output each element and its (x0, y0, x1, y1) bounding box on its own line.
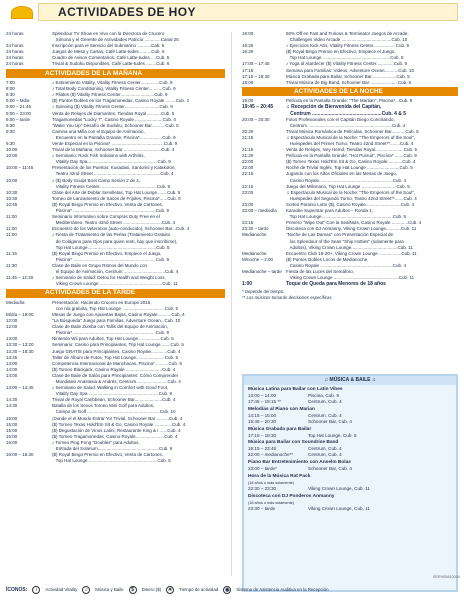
header-bar (6, 3, 458, 21)
daily-activities-sheet (6, 3, 458, 597)
activity-description: 50% Off en Fast and Furious & Terminator Juegos de Arcade, Challenges Video Arcade ........................................Cub. 10 (286, 31, 409, 43)
activity-description: Taller de Álbum de Fotos, Top Hat Lounge.......................Cub. 5 (52, 354, 178, 360)
activity-description: Trivial Música Romántica de Películas, Schooner Bar...........Cub. 5 (286, 128, 419, 134)
activity-description: Camina una Milla con el Equipo de Animación, Encuentro en la Pantalla Grande, Piscina*..................Cub. 9 (52, 128, 176, 140)
activity-description: Tragamonedas "Lucky 7", Casino Royale.......................Cub. 4 (52, 116, 176, 122)
activity-time: M/noche – 2:00 (242, 256, 274, 262)
activity-time: 16:00 – 16:30 (6, 452, 34, 458)
activity-time: 9:00 – 23:00 (6, 110, 32, 116)
music-time-row (248, 399, 452, 405)
music-location: Centrum, Cub. 4 (308, 446, 342, 452)
vitality-icon: ♪ (32, 586, 40, 594)
activity-time: 10:30 (6, 195, 18, 201)
activity-description: Cuadro de Avisos Comentarios, Café Latte-tudes ....Cub. 5 (52, 55, 170, 61)
music-time: 13:00 – 14:00 (248, 393, 277, 399)
activity-description: ♪ Total Body Conditioning, Vitality Fitness Center...........Cub. 9 (52, 86, 176, 92)
activity-time: 21:30 (242, 153, 254, 159)
activity-description: "Wake You Up" Desafío de Sudoku, Schooner Bar...........Cub. 5 (52, 122, 179, 128)
activity-time: 13:30 – 18:30 (6, 348, 34, 354)
activity-row (6, 275, 225, 287)
activity-description: Discoteca con DJ Anmanny, Viking Crown Lounge............Cub. 11 (286, 226, 417, 232)
activity-description: Juego del Millonario, Top Hat Lounge ............................Cub. 5 (286, 183, 410, 189)
activity-time: 13:45 (6, 354, 18, 360)
activity-description: Noche de Trivial Inglés, Top Hat Lounge ..........................Cub. 5 (286, 165, 413, 171)
activity-description: Clase de Baile Zumba con Tallis del Equipo de Animación, Piscina* ..................................................................Cub. 9 (52, 324, 170, 336)
activity-description: ♪ Ejercicios Kick Abs, Vitality Fitness Center..................Cub. 9 (286, 43, 409, 49)
activity-time: 11:00 (6, 232, 17, 238)
activity-time: 17:15 – 18:30 (242, 73, 270, 79)
activity-time: 16:30 (242, 43, 254, 49)
activity-time: 10:00 (6, 147, 18, 153)
activity-time: 8:30 (6, 92, 15, 98)
activity-description: Trivial de Royal Caribbean, Schooner Bar......................Cub. 4 (52, 397, 176, 403)
activity-time: 17:00 – 17:45 (242, 61, 270, 67)
music-time-row (248, 506, 452, 512)
music-time: 17:15 – 18:30 (248, 432, 277, 438)
activity-time: 21:15 (242, 134, 254, 140)
activity-time: 24 horas (6, 61, 24, 67)
morning-section-heading: ACTIVIDADES DE LA MAÑANA (6, 69, 225, 78)
activity-time: 11:00 (6, 214, 17, 220)
activity-row (242, 80, 458, 86)
activity-time: 10:30 (6, 189, 18, 195)
activity-time: Medianoche (242, 232, 267, 238)
activity-description: Película en la Pantalla Grande: "Hot Pursuit", Piscina* .......Cub. 9 (286, 153, 417, 159)
activity-time: 19:45 – 20:45 (242, 104, 274, 111)
activity-time: 16:00 (6, 439, 18, 445)
activity-time: 23:00 – mediodía (242, 208, 277, 214)
activity-time: 14:30 (6, 403, 18, 409)
activity-time: 22:15 (242, 183, 254, 189)
money-icon: $ (129, 586, 137, 594)
music-block-note: (18 años o más solamente) (248, 480, 295, 485)
activity-time: 24 horas (6, 55, 24, 61)
activity-description: ¡Donde el el Mundo Entrar Yo! Trivial, Schooner Bar ..........Cub. 4 (52, 415, 183, 421)
activity-time: 14:00 – 14:45 (6, 385, 34, 391)
page-title: ACTIVIDADES DE HOY (38, 3, 458, 21)
activity-description: ($) Degustación de Vinos Latini, Restaurante King & I ......Cub. 4 (52, 427, 181, 433)
activity-row (6, 202, 225, 214)
music-time: 22:00 – medianoche** (248, 452, 294, 458)
activity-row (6, 153, 225, 165)
activity-time: 9:00 – tarde (6, 116, 31, 122)
activity-row (6, 263, 225, 275)
activity-row (242, 135, 458, 147)
music-location: Schooner Bar, Cub. 4 (308, 418, 352, 424)
music-note-icon: ♫ (82, 586, 90, 594)
activity-time: 17:15 (242, 67, 254, 73)
music-block (248, 427, 452, 439)
activity-time: 9:30 (6, 122, 15, 128)
music-time: 19:45 – 20:30 (248, 418, 277, 424)
music-block-title: Hora de la Música Rat Pack (248, 473, 311, 479)
activity-time: 10:00 (6, 177, 18, 183)
left-column (6, 31, 225, 561)
music-location: Viking Crown Lounge, Cub. 11 (308, 485, 370, 491)
activity-description: "La Búsqueda" Juego para Familias, Adventure Ocean...Cub. 10 (52, 318, 181, 324)
activity-description: ($) Royal Bingo Premio en Efectivo, Empiece el Juego, Piscina* ..................................................................Cub. 9 (52, 250, 170, 262)
activity-description: Nintendo Wii para Adultos, Top Hat Lounge .................Cub. 5 (52, 336, 174, 342)
activity-time: 8:00 (6, 86, 15, 92)
activity-description: ($) Torneo Blackjack, Casino Royale .............................Cub. 4 (52, 366, 176, 372)
activity-time: 14:00 (6, 366, 18, 372)
weather-icon: ☀ (167, 586, 173, 593)
activity-row (6, 232, 225, 250)
activity-time: 10:00 (6, 153, 18, 159)
activity-description: ($) Torneo Texas Hold'Em Sit & Go, Casino Royale............Cub. 4 (286, 159, 416, 165)
music-time: 17:45 – 19:15 ** (248, 399, 281, 405)
legend-money: Dinero ($) (141, 586, 162, 592)
night-section-heading: ACTIVIDADES DE LA NOCHE (242, 87, 458, 96)
music-time-row (248, 433, 452, 439)
activity-description: Jugando con los Altos Oficiales en las Mesas de Juego, Casino Royale...........................................................Cub. 4 (286, 171, 407, 183)
music-box-title: ♫ MÚSICA & BAILE ♫ (244, 376, 456, 385)
activity-row (242, 49, 458, 61)
footnote: * Depende del tiempo. (242, 289, 285, 295)
activity-time: 22:15 (242, 171, 254, 177)
sun-logo (6, 3, 38, 21)
activity-description: Juegos de Mesa y Cartas, Café Latte-tudes .........Cub. 6 (52, 49, 165, 55)
music-block (248, 494, 452, 512)
activity-row (6, 178, 225, 190)
activity-time: 9:00 – Mdia (6, 98, 30, 104)
hearing-assistance-icon: ◉ (225, 586, 230, 593)
column-divider (231, 32, 232, 576)
activity-description: Karaoke Superstar para Adultos – Ronda 1, Top Hat Lounge.........................................................Cub. 5 (286, 208, 406, 220)
activity-description: Música Grabada para Bailar, Schooner Bar....................Cub. 5 (286, 73, 410, 79)
music-list (248, 387, 452, 512)
activity-row (6, 452, 225, 464)
activity-time: 13:00 (6, 336, 18, 342)
music-block (248, 474, 452, 492)
activity-time: Medianoche (242, 250, 267, 256)
footnotes (242, 289, 458, 301)
legend-hearing: Sistema de Asistencia Auditiva en la Recepción (236, 586, 329, 592)
activity-description: Splendour TV Show en Vivo con la Directora de Crucero Simona y el Gerente de Actividades Patricio .............Canal 26 (52, 31, 179, 43)
footnote: ** Los músicos tomarán decisiones específicas. (242, 295, 333, 301)
activity-time: 14:00 (6, 372, 18, 378)
activity-row (6, 31, 225, 43)
music-block-title: Discoteca con DJ Ponderos Anmanny (248, 493, 335, 499)
legend-music: Música y Baile (95, 586, 124, 592)
activity-row (6, 373, 225, 385)
music-block (248, 460, 452, 472)
music-time: 14:15 – 15:00 (248, 412, 277, 418)
activity-description: Seminario: Casino para Principiantes, Trip Hat Lounge........Cub. 5 (52, 342, 184, 348)
activity-description: Mesas de Juego con Apuestas Bajas, Casino Royale...........Cub. 4 (52, 311, 185, 317)
icon-legend (6, 575, 460, 599)
music-block-title: Música Latina para Bailar con Latin Vibes (248, 387, 343, 392)
activity-row (242, 31, 458, 43)
music-time-row (248, 466, 452, 472)
activity-time: 10:00 – 11:45 (6, 165, 34, 171)
activity-time: 23:15 (242, 220, 254, 226)
activity-description: ($) Royal Bingo Premio en Efectivo, Venta de Cartones, Top Hat Lounge .......................................................Cub. 5 (52, 452, 171, 464)
afternoon-section-heading: ACTIVIDADES DE LA TARDE (6, 289, 225, 298)
activity-description: Venta de Relojes de Diamantes, Tiendas Royal ...........Cub. 5 (52, 110, 175, 116)
music-location: Centrum, Cub. 4 (308, 399, 342, 405)
music-location: Schooner Bar, Cub. 4 (308, 466, 352, 472)
activity-row (242, 171, 458, 183)
music-location: Centrum, Cub. 4 (308, 412, 342, 418)
music-location: Centrum, Cub. 4 (308, 452, 342, 458)
activity-time: 24 horas (6, 43, 24, 49)
legend-label: ÍCONOS: (6, 586, 28, 593)
activity-time: 12:00 (6, 324, 18, 330)
activity-time: 11:45 – 12:30 (6, 275, 34, 281)
activity-description: Fiesta de las Luces del Semáforo, Viking Crown Lounge ....................................................Cub. 11 (286, 268, 415, 281)
activity-description: Trivial & Sudoku Disponibles, Café Latte-tudes ........Cub. 6 (52, 61, 170, 67)
activity-description: ♫ Espectáculo Musical de la Noche: "The Emperors of the Soul", Huéspedes del Primer Turno, Teatro 42nd Street**........Cub. 4 (286, 134, 416, 146)
activity-description: Trivial de la Mañana, Schooner Bar ..............................Cub. 4 (52, 147, 175, 153)
activity-description: ($) Royal Bingo Premio en Efectivo, Venta de Cartones, Piscina* ..................................................................Cub. 9 (52, 201, 170, 214)
activity-time: Medianoche – tarde (242, 268, 282, 274)
activity-time: 21:15 (242, 147, 254, 153)
activity-description: Torneo de Lanzamiento de Sacos de Frijoles, Piscina*......Cub. 9 (52, 195, 181, 201)
activity-row (242, 104, 458, 116)
activity-time: 11:00 (6, 226, 17, 232)
music-and-dance-box (242, 374, 458, 592)
activity-description: Venta de Relojes, Ivey Hemd, Tiendas Royal.......................Cub. 5 (286, 147, 418, 153)
activity-row (6, 385, 225, 397)
activity-time: 18:00 (242, 79, 254, 85)
activity-time: 24 horas (6, 31, 24, 36)
activity-row (6, 251, 225, 263)
activity-description: ♪ Torneo Ping Pong "Doubles" para Adultos, Entrada del Solarium.................................................Cub. 9 (52, 439, 173, 451)
activity-description: Trivial Música de Big Band, Schooner Bar ......................Cub. 5 (286, 79, 412, 85)
activity-row (242, 281, 458, 287)
activity-time: 11:30 (6, 262, 17, 268)
activity-row (242, 190, 458, 202)
activity-time: 22:00 (242, 165, 254, 171)
activity-time: 7:00 (6, 80, 15, 86)
activity-time: 15:00 (6, 421, 18, 427)
activity-time: 16:00 (242, 31, 254, 36)
activity-time: 11:15 (6, 250, 17, 256)
music-time-row (248, 486, 452, 492)
music-block (248, 387, 452, 405)
activity-description: Encuentro Club 18-20+, Viking Crown Lounge ..................Cub. 11 (286, 250, 417, 256)
activity-time: 22:00 (242, 159, 254, 165)
music-time-row (248, 419, 452, 425)
activity-time: 12:00 (6, 318, 18, 324)
activity-description: ♪ Pilates ($) Vitality Fitness Center...........................Cub. 9 (52, 92, 168, 98)
activity-description: ($) Royal Bingo Premio en Efectivo, Empiece el Juego, Top Hat Lounge ......................................................Cub. 5 (286, 49, 404, 61)
activity-description: ♪ Seminario: Rock Fish Solutions with Arthritis, Vitality Day Spa........................................................Cub. 9 (52, 153, 171, 165)
activity-row (242, 117, 458, 129)
activity-description: ♪ Seminario de Salud: Walking in Comfort with Good Foot, Vitality Day Spa.........................................................Cub. 9 (52, 385, 172, 397)
activity-row (6, 61, 225, 67)
activity-time: 20:00 – 20:30 (242, 116, 270, 122)
activity-row (242, 257, 458, 269)
activity-description: ($) Puntos Dobles Locos de Medianoche, Casino Royale ..........................................................Cub. 4 (286, 256, 407, 268)
activity-time: 23:00 (242, 189, 254, 195)
activity-description: ♪ Yoga al Atardecer ($) Vitality Fitness Center..............Cub. 9 (286, 61, 407, 67)
activity-time: 13:30 – 13:20 (6, 342, 34, 348)
activity-row (242, 208, 458, 220)
activity-description: ♪ Seminario de Salud: Detox for Health and Weight Loss, Viking Crown Lounge ..................................................Cub. 11 (52, 275, 178, 287)
legend-vitality: Actividad Vitality (45, 586, 78, 592)
activity-row (242, 269, 458, 281)
activity-description: ♪ Estiramiento Vitality, Vitality Fitness Center...............Cub. 9 (52, 80, 173, 86)
activity-time: 14:30 (6, 397, 18, 403)
activity-description: Primero "Wipe Out" Con la SealNuts, Casino Royale .............Cub. 4 (286, 220, 422, 226)
music-location: Top Hat Lounge, Cub. 5 (308, 432, 357, 438)
activity-description: Clase de Baile de Salón para Principiantes: Cómo Comprender Mundiales Anastasia & Andrés, Centrum.........................Cub. 4 (52, 372, 181, 384)
music-location: Viking Crown Lounge, Cub. 11 (308, 505, 370, 511)
activity-description: Presentación de los Puertos: Kusadasi, Santorini y Katakolon, Teatro 42nd Street .....................................................Cub. 4 (52, 165, 176, 177)
activity-description: ♪ ($) Body Sculpt Boot Camp Sesión 2 de 4, Vitality Fitness Center..............................................Cub. 9 (52, 177, 170, 189)
activity-description: Batalla de los Sexos Torneo Mini Golf para Adultos, Campo de Golf ..........................................................Cub. 10 (52, 403, 176, 415)
activity-description: ($) Puntos Dobles en los Tragamonedas, Casino Royale ........Cub. 4 (52, 98, 189, 104)
activity-time: M/día – 19:00 (6, 311, 34, 317)
sun-icon (11, 6, 33, 19)
music-time: 23:30 – tarde (248, 505, 276, 511)
activity-time: 16:30 (242, 49, 254, 55)
music-time: 22:30 – 23:30 (248, 485, 277, 491)
activity-description: "Noche de Las Damas" con Presentación Especial de los Splendour of the Seas "Ship Hotties" (solamente para Adultos), Viking Crown Lounge.....................................Cub. 11 (286, 232, 413, 250)
activity-time: 15:00 (6, 415, 18, 421)
music-block (248, 407, 452, 425)
activity-description: Semana para Familias: Videos, Adventure Ocean...........Cub. 10 (286, 67, 414, 73)
music-time: 22:00 – tarde* (248, 466, 277, 472)
activity-row (6, 403, 225, 415)
activity-time: 15:00 (6, 427, 18, 433)
music-block-title: Piano Bar Entretenimiento con Anselm Bolas (248, 460, 351, 466)
activity-description: Encuentro de los Veteranos (auto-conducido), Schooner Bar...Cub. 4 (52, 226, 190, 232)
activity-time: 10:45 (6, 201, 18, 207)
activity-row (242, 232, 458, 250)
music-time: 19:15 – 23:45 (248, 446, 277, 452)
activity-time: 23:00 (242, 201, 254, 207)
activity-row (6, 324, 225, 336)
music-block-title: Música Grabada para Bailar (248, 426, 312, 432)
activity-description: Clase de Baile en Grupo Ritmos del Mundo con el Equipo de Animación, Centrum .................................Cub. 4 (52, 262, 179, 274)
activity-description: Seminario Informativo sobre Compras Duty Free en el Mediterráneo, Teatro 42nd Street ...............................Cub. 4 (52, 214, 175, 226)
legend-weather: Tiempo de actividad (179, 586, 219, 592)
activity-description: Vente Especial en la Piscina* ..........................................Cub. 9 (52, 141, 178, 146)
activity-row (6, 214, 225, 226)
activity-description: Competencia Internacional de Manchacas, Piscina* ..........Cub. 9 (52, 360, 182, 366)
activity-description: Película en la Pantalla Grande: "The Martian", Piscina*...Cub. 9 (286, 98, 413, 104)
music-location: Piscina, Cub. 9 (308, 393, 339, 399)
activity-description: ♫ Espectáculo Musical de la Noche: "The Emperors of the Soul", Huéspedes del Segundo Turno, Teatro 42nd Street**.......Cub. 4 (286, 189, 417, 201)
music-time-row (248, 452, 452, 458)
activity-description: Toque de Queda para Menores de 18 años (286, 281, 386, 288)
activity-time: 9:30 (6, 128, 15, 134)
activity-description: ♫ Recepción de Bienvenida del Capitán, Centrum ..................................................Cub. 4 & 5 (286, 104, 407, 117)
activity-description: Fotos Profesionales con el Capitán Diego Conciliando, Centrum ...................................................................Cub. 4 (286, 116, 406, 128)
music-block-title: Música para Bailar con Soundrise Band (248, 440, 339, 446)
activity-time: 1:00 (242, 281, 253, 288)
activity-description: ($) Torneo Texas Hold'Em Sit & Go, Casino Royale ..............Cub. 4 (52, 421, 186, 427)
activity-description: ♪ Spinning ($) Vitality Fitness Center............................Cub. 9 (52, 104, 173, 110)
music-block (248, 440, 452, 458)
music-block-title: Melodías al Piano con Marian (248, 406, 315, 412)
activity-time: Mediodía (6, 299, 25, 305)
activity-time: 14:00 (6, 360, 18, 366)
activity-time: 23:30 – tardo (242, 226, 269, 232)
activity-description: Juego GRATIS para Principiantes, Casino Royale.............Cub. 4 (52, 348, 181, 354)
activity-time: 9:30 (6, 141, 15, 146)
activity-description: ♪ Fiesta de Tratamiento de las Perlas (Tratamiento Gratuito de Colágeno para Ojos para quien renti, hay que inscribirse), Top Hat Lounge.......................................................Cub. 5 (52, 232, 178, 250)
music-block-note: (18 años o más solamente) (248, 500, 295, 505)
activity-description: ($) Torneo Tragamonedas, Casino Royale.......................Cub. 4 (52, 433, 178, 439)
activity-description: Inscripción para el Servicio del Submarino ...........Cab. 5 (52, 43, 165, 49)
activity-row (6, 440, 225, 452)
activity-description: Sorteo Paraíso Lotto ($), Casino Royale............................Cub. 4 (286, 201, 415, 207)
activity-time: 20:30 (242, 128, 254, 134)
activity-time: 9:00 – 21:45 (6, 104, 32, 110)
activity-description: Clase del Arte de Doblar Servilletas, Top Hat Lounge .......Cub. 5 (52, 189, 181, 195)
document-code: SERV05810000 (432, 575, 460, 579)
activity-description: Presentación: Haciendo Crucero en Europe 2016, con nía gratuita, Top Hat Lounge ..................................Cub. 5 (52, 299, 178, 311)
activity-row (6, 300, 225, 312)
activity-time: 19:00 (242, 98, 254, 104)
activity-row (6, 165, 225, 177)
activity-time: 15:00 (6, 433, 18, 439)
activity-row (6, 129, 225, 141)
activity-time: 24 horas (6, 49, 24, 55)
